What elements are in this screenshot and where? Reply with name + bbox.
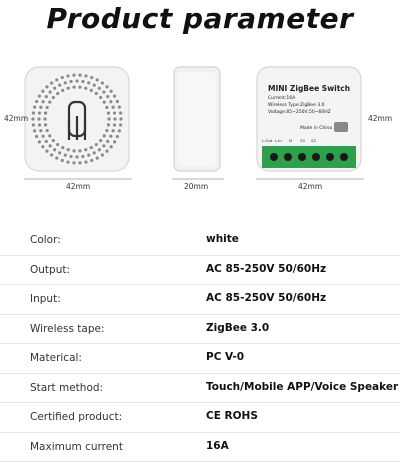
spec-table (0, 226, 400, 462)
spec-value: CE ROHS (206, 410, 258, 422)
side-depth-label: 20mm (184, 182, 208, 191)
spec-row (0, 344, 400, 374)
spec-label: Output: (30, 264, 70, 276)
back-height-label: 42mm (368, 114, 392, 123)
spec-label: Start method: (30, 382, 103, 394)
spec-label: Materical: (30, 352, 82, 364)
spec-label: Input: (30, 293, 61, 305)
spec-value: ZigBee 3.0 (206, 322, 269, 334)
front-width-dim-line (22, 176, 134, 182)
spec-value: 16A (206, 440, 229, 452)
spec-value: Touch/Mobile APP/Voice Speaker (206, 381, 398, 393)
spec-value: AC 85-250V 50/60Hz (206, 292, 326, 304)
back-width-label: 42mm (298, 182, 322, 191)
spec-row (0, 285, 400, 315)
front-view-image (22, 64, 132, 174)
spec-label: Certified product: (30, 411, 122, 423)
spec-row (0, 256, 400, 286)
side-view-image (168, 64, 226, 174)
spec-label: Maximum current (30, 441, 123, 453)
device-name-label: MINI ZigBee Switch (268, 84, 350, 93)
back-view-image (254, 64, 364, 174)
front-height-label: 42mm (4, 114, 28, 123)
front-width-label: 42mm (66, 182, 90, 191)
device-current-label: Current:16A (268, 96, 295, 101)
spec-row (0, 374, 400, 404)
product-figure (0, 58, 400, 198)
device-voltage-label: Voltage:85~250V,50~60HZ (268, 110, 331, 115)
spec-value: AC 85-250V 50/60Hz (206, 263, 326, 275)
side-depth-dim-line (170, 176, 226, 182)
spec-label: Color: (30, 234, 61, 246)
device-terminals-label: L-Out L-In N S1 S2 (262, 138, 316, 143)
spec-value: white (206, 233, 239, 245)
spec-label: Wireless tape: (30, 323, 104, 335)
spec-row (0, 226, 400, 256)
device-made-in-label: Made in China (300, 126, 332, 131)
back-width-dim-line (254, 176, 366, 182)
spec-row (0, 315, 400, 345)
device-wireless-label: Wireless Type:ZigBee 3.0 (268, 103, 325, 108)
spec-value: PC V-0 (206, 351, 244, 363)
page-title: Product parameter (0, 2, 400, 35)
spec-row (0, 433, 400, 462)
spec-row (0, 403, 400, 433)
